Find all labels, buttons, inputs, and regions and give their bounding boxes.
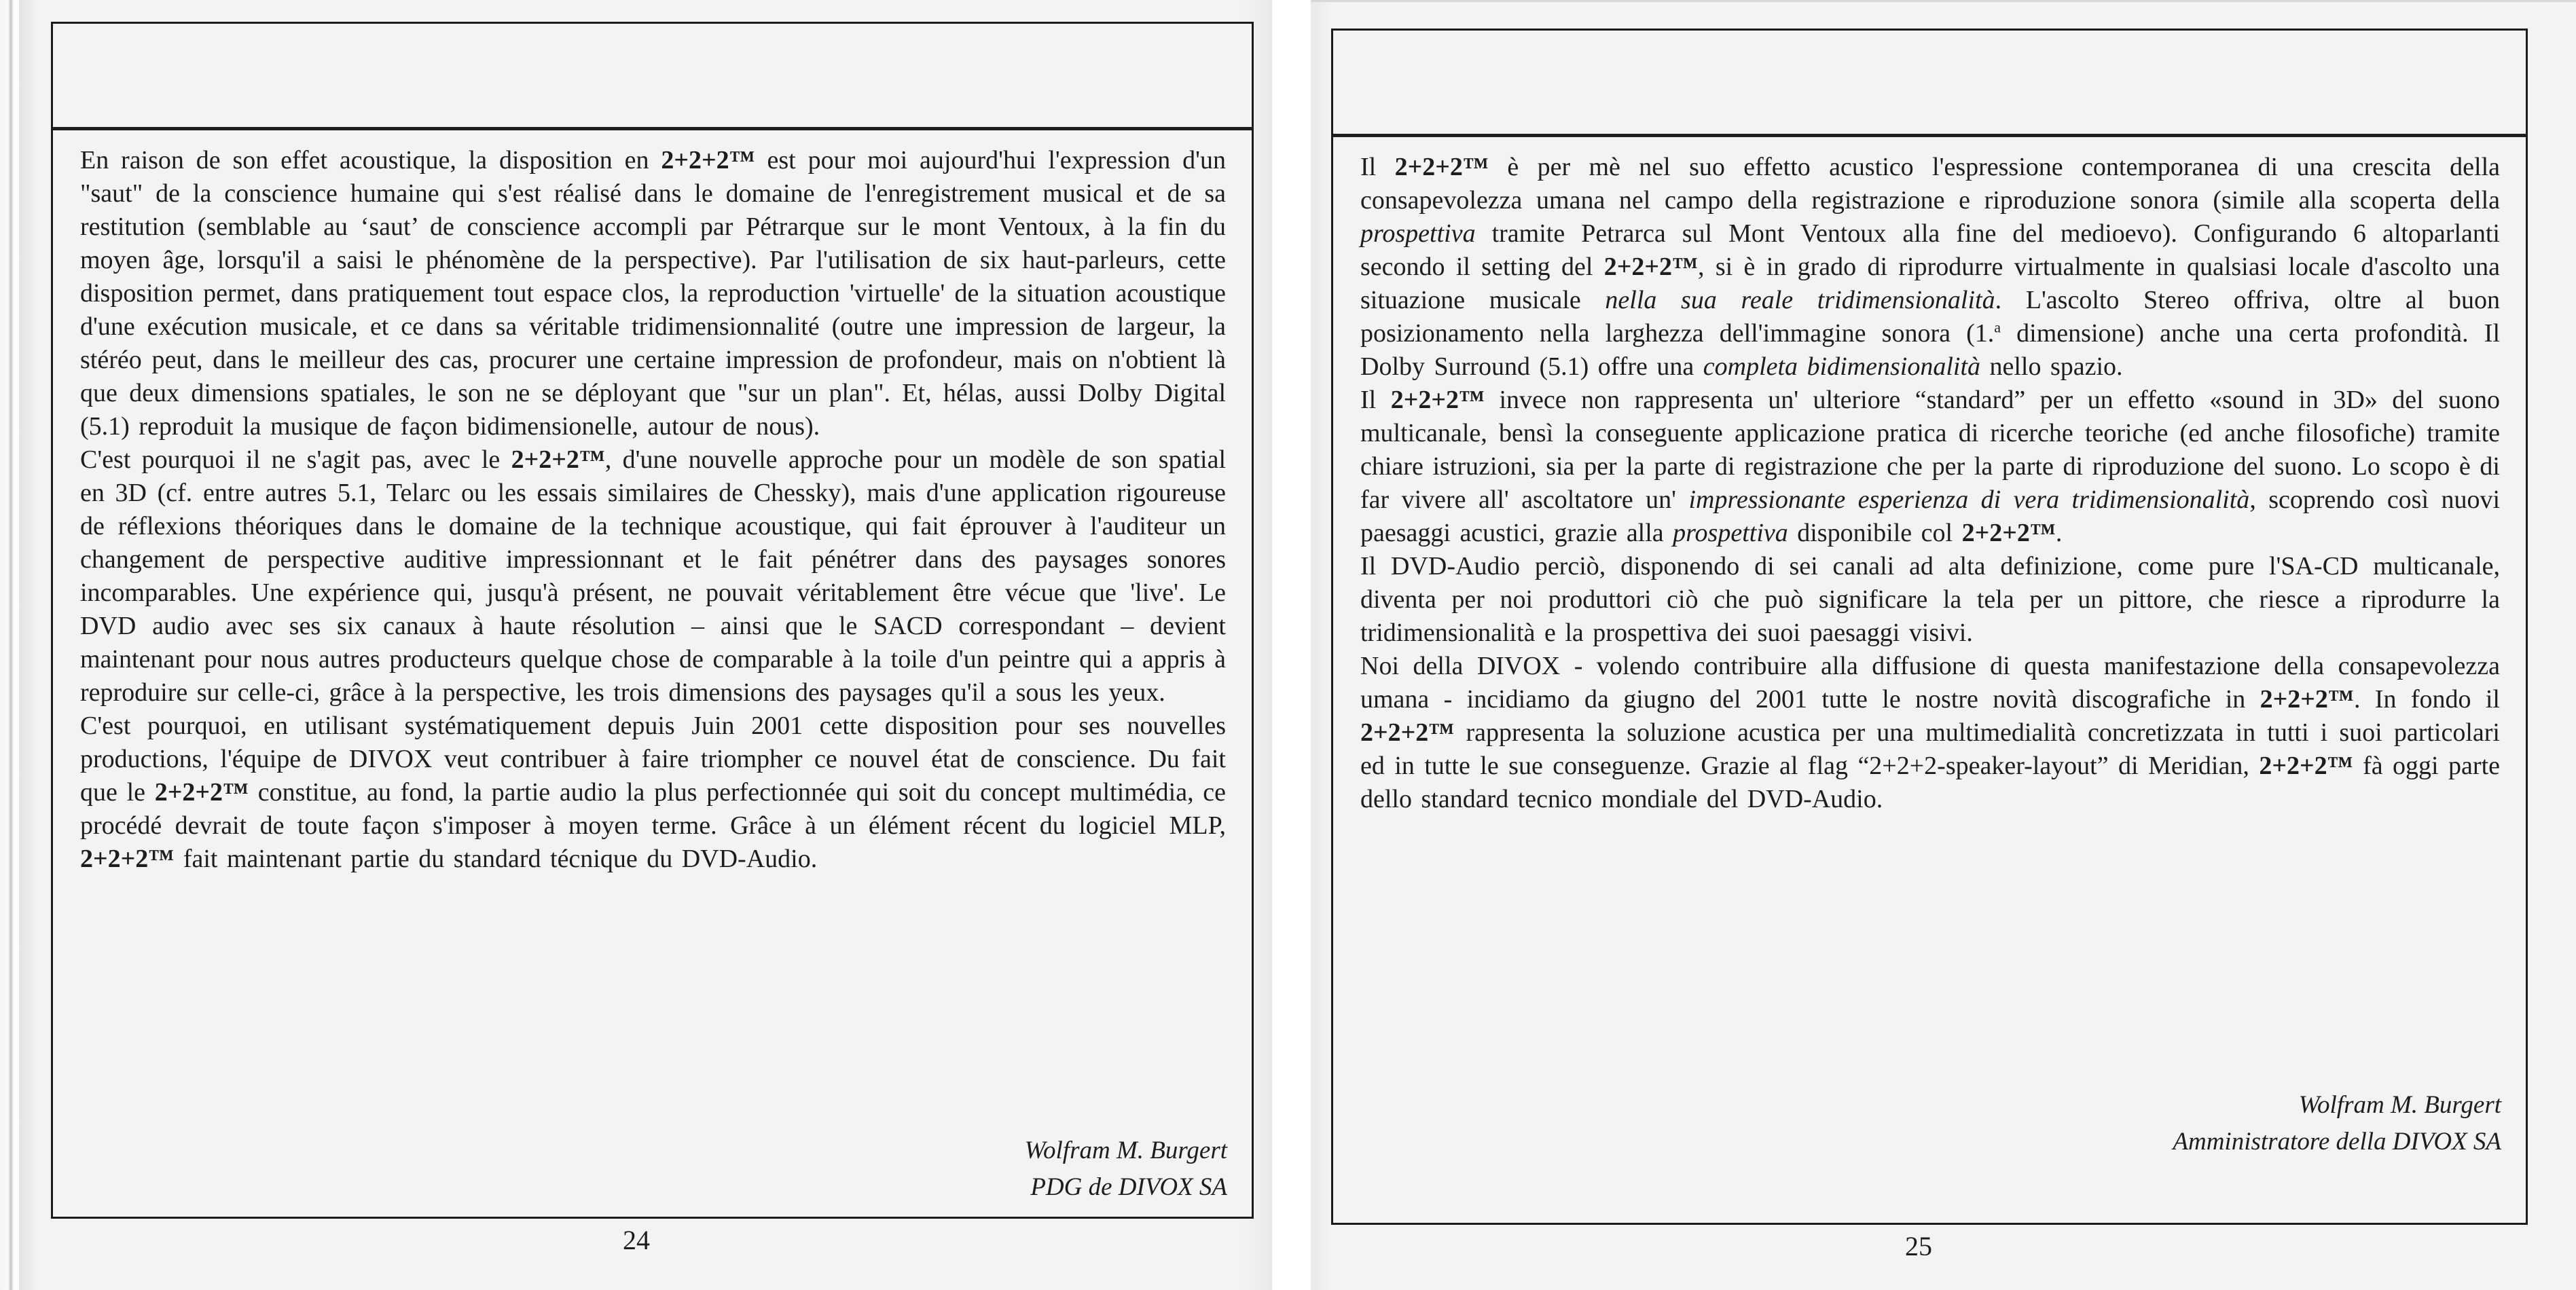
scan-left-edge	[8, 0, 14, 1290]
page-frame	[51, 22, 1254, 1219]
page-number: 24	[623, 1225, 650, 1255]
booklet-page-24	[19, 0, 1272, 1290]
header-band	[53, 24, 1252, 130]
paragraph: Noi della DIVOX - volendo contribuire alla diffusione di questa manifestazione della consapevolezza umana - incidiamo da giugno del 2001 tutte le nostre novità discografiche in 2+2+2™. In fondo il 2+2+2™ rappresenta la soluzione acustica per una multimedialità concretizzata in tutti i suoi particolari ed in tutte le sue conseguenze. Grazie al flag “2+2+2-speaker-layout” di Meridian, 2+2+2™ fà oggi parte dello standard tecnico mondiale del DVD-Audio.	[1360, 652, 2500, 813]
paragraph: Il DVD-Audio perciò, disponendo di sei canali ad alta definizione, come pure l'SA-CD multicanale, diventa per noi produttori ciò che può significare la tela per un pittore, che riesce a riprodurre la tridimensionalità e la prospettiva dei suoi paesaggi visivi.	[1360, 552, 2500, 647]
page-number: 25	[1905, 1231, 1932, 1261]
page-text-block	[1333, 137, 2526, 816]
signature-block	[1025, 1132, 1227, 1206]
paragraph: Il 2+2+2™ invece non rappresenta un' ulteriore “standard” per un effetto «sound in 3D» del suono multicanale, bensì la conseguente applicazione pratica di ricerche teoriche (ed anche filosofiche) tramite chiare istruzioni, sia per la parte di registrazione che per la parte di riproduzione del suono. Lo scopo è di far vivere all' ascoltatore un' impressionante esperienza di vera tridimensionalità, scoprendo così nuovi paesaggi acustici, grazie alla prospettiva disponibile col 2+2+2™.	[1360, 386, 2501, 547]
page-text-block	[53, 130, 1252, 876]
signature-title: Amministratore della DIVOX SA	[2173, 1128, 2501, 1156]
page-frame	[1331, 29, 2528, 1225]
paragraph: C'est pourquoi, en utilisant systématiquement depuis Juin 2001 cette disposition pour ses nouvelles productions, l'équipe de DIVOX veut contribuer à faire triompher ce nouvel état de conscience. Du fait que le 2+2+2™ constitue, au fond, la partie audio la plus perfectionnée qui soit du concept multimédia, ce procédé devrait de toute façon s'imposer à moyen terme. Grâce à un élément récent du logiciel MLP, 2+2+2™ fait maintenant partie du standard técnique du DVD-Audio.	[80, 712, 1226, 873]
paragraph: Il 2+2+2™ è per mè nel suo effetto acustico l'espressione contemporanea di una crescita della consapevolezza umana nel campo della registrazione e riproduzione sonora (simile alla scoperta della prospettiva tramite Petrarca sul Mont Ventoux alla fine del medioevo). Configurando 6 altoparlanti secondo il setting del 2+2+2™, si è in grado di riprodurre virtualmente in qualsiasi locale d'ascolto una situazione musicale nella sua reale tridimensionalità. L'ascolto Stereo offriva, oltre al buon posizionamento nella larghezza dell'immagine sonora (1.$^a$ dimensione) anche una certa profondità. Il Dolby Surround (5.1) offre una completa bidimensionalità nello spazio.	[1360, 153, 2500, 381]
signature-name: Wolfram M. Burgert	[1024, 1137, 1227, 1164]
paragraph: C'est pourquoi il ne s'agit pas, avec le 2+2+2™, d'une nouvelle approche pour un modèle de son spatial en 3D (cf. entre autres 5.1, Telarc ou les essais similaires de Chessky), mais d'une application rigoureuse de réflexions théoriques dans le domaine de la technique acoustique, qui fait éprouver à l'auditeur un changement de perspective auditive impressionnant et le fait pénétrer dans des paysages sonores incomparables. Une expérience qui, jusqu'à présent, ne pouvait véritablement être vécue que 'live'. Le DVD audio avec ses six canaux à haute résolution – ainsi que le SACD correspondant – devient maintenant pour nous autres producteurs quelque chose de comparable à la toile d'un peintre qui a appris à reproduire sur celle-ci, grâce à la perspective, les trois dimensions des paysages qu'il a sous les yeux.	[80, 445, 1227, 707]
paragraph: En raison de son effet acoustique, la disposition en 2+2+2™ est pour moi aujourd'hui l'expression d'un "saut" de la conscience humaine qui s'est réalisé dans le domaine de l'enregistrement musical et de sa restitution (semblable au ‘saut’ de conscience accompli par Pétrarque sur le mont Ventoux, à la fin du moyen âge, lorsqu'il a saisi le phénomène de la perspective). Par l'utilisation de six haut-parleurs, cette disposition permet, dans pratiquement tout espace clos, la reproduction 'virtuelle' de la situation acoustique d'une exécution musicale, et ce dans sa véritable tridimensionnalité (outre une impression de largeur, la stéréo peut, dans le meilleur des cas, procurer une certaine impression de profondeur, mais on n'obtient là que deux dimensions spatiales, le son ne se déployant que "sur un plan". Et, hélas, aussi Dolby Digital (5.1) reproduit la musique de façon bidimensionelle, autour de nous).	[80, 146, 1226, 441]
signature-title: PDG de DIVOX SA	[1030, 1173, 1227, 1201]
booklet-page-25	[1311, 0, 2576, 1290]
signature-name: Wolfram M. Burgert	[2298, 1091, 2501, 1119]
signature-block	[2173, 1087, 2501, 1160]
header-band	[1333, 31, 2526, 137]
